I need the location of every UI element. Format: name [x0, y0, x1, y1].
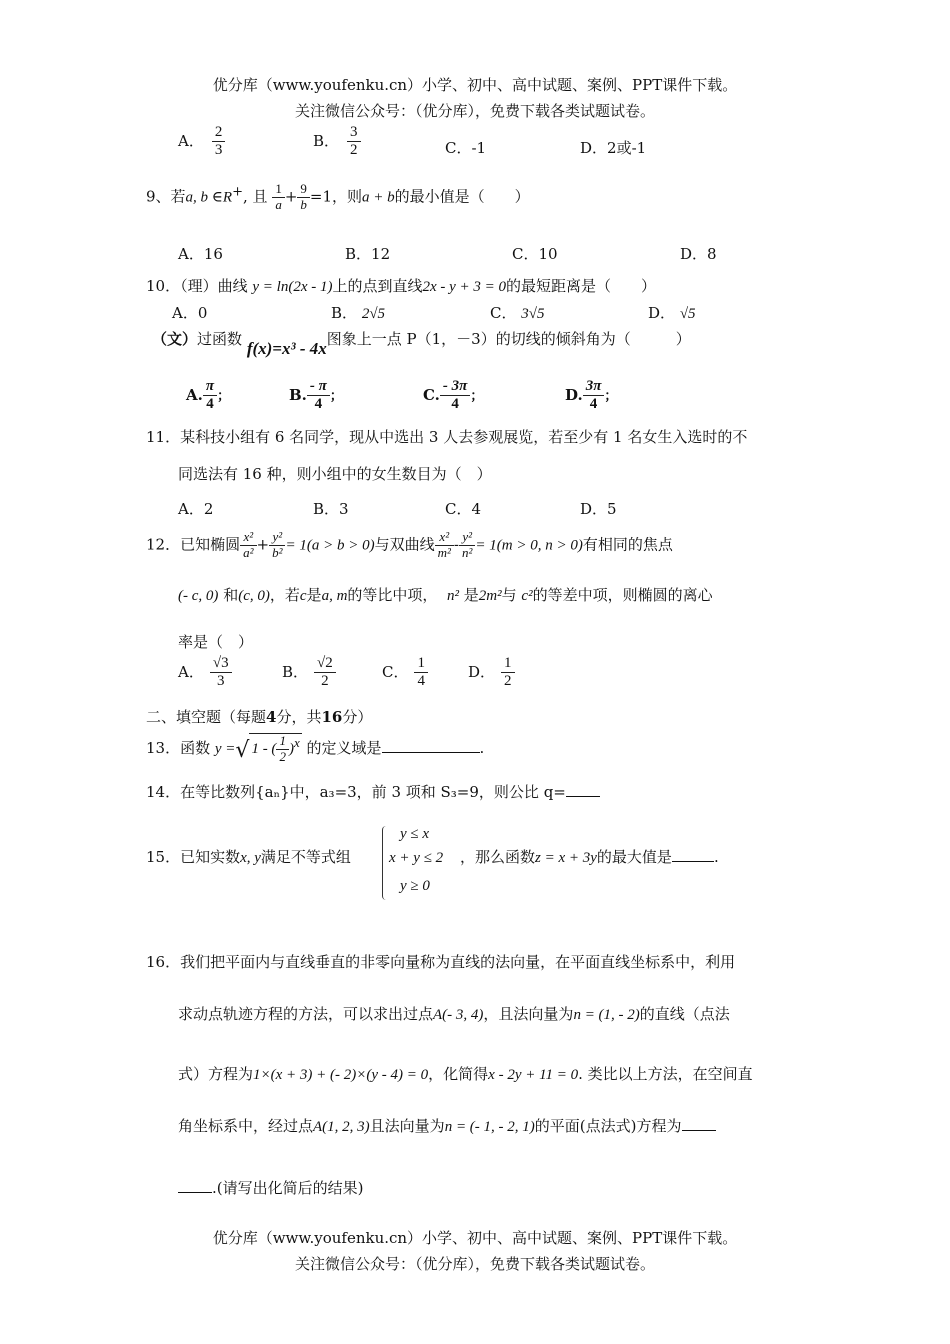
q9-stem: 9、若a, b ∈R+, 且 $\frac{1}{a}$ + $\frac{9}{b}$ =1，则a + b的最小值是（ ）	[146, 181, 530, 212]
q12-option-b: B． $\frac{√2}{2}$	[282, 655, 336, 691]
q8-option-d: D．2或-1	[580, 139, 647, 157]
q8-option-a: A． $\frac{2}{3}$	[178, 124, 225, 160]
q16-line1: 16．我们把平面内与直线垂直的非零向量称为直线的法向量，在平面直线坐标系中，利用	[146, 953, 736, 971]
q15-constraint-2: x + y ≤ 2	[389, 850, 444, 866]
q12-line1: 12．已知椭圆 $\frac{\text{x²}}{\text{a²}}$ + $\frac{\text{y²}}{\text{b²}}$ = 1(a > b > 0)与双曲线 $\frac{\text{x²}}{\text{m²}}$ - $\frac{\text{y²}}{\text{n²}}$ = 1(m > 0, n > 0)有相同的焦点	[146, 529, 673, 560]
q11-option-d: D．5	[580, 500, 617, 518]
q14: 14．在等比数列{aₙ}中，a₃=3，前 3 项和 S₃=9，则公比 q=	[146, 781, 600, 802]
q10-wen-option-a: A. $\frac{\pi}{4}$ ；	[186, 378, 231, 413]
q11-option-a: A．2	[178, 500, 214, 518]
q10-stem: 10．（理）曲线 y = ln(2x - 1)上的点到直线2x - y + 3 = 0的最短距离是（ ）	[146, 277, 657, 295]
footer-line1: 优分库（www.youfenku.cn）小学、初中、高中试题、案例、PPT课件下载。	[212, 1229, 738, 1247]
header-line1: 优分库（www.youfenku.cn）小学、初中、高中试题、案例、PPT课件下载。	[212, 76, 738, 94]
q10-option-a: A．0	[172, 304, 208, 322]
q10-wen-stem: （文）过函数 f(x)=x³ - 4x图象上一点 P（1，－3）的切线的倾斜角为（ ）	[152, 330, 691, 358]
q15-brace	[382, 826, 389, 900]
q16-line3: 式）方程为1×(x + 3) + (- 2)×(y - 4) = 0，化简得x - 2y + 11 = 0. 类比以上方法，在空间直	[178, 1065, 753, 1083]
q9-option-a: A．16	[178, 245, 223, 263]
q11-line2: 同选法有 16 种，则小组中的女生数目为（ ）	[178, 465, 492, 483]
section2-title: 二、填空题（每题4分，共16分）	[146, 708, 373, 726]
q12-line3: 率是（ ）	[178, 633, 254, 651]
header-line2: 关注微信公众号：（优分库），免费下载各类试题试卷。	[294, 102, 655, 120]
q10-option-d: D． √5	[648, 304, 696, 322]
q16-line2: 求动点轨迹方程的方法，可以求出过点A(- 3, 4)，且法向量为n = (1, - 2)的直线（点法	[178, 1005, 730, 1023]
q15-end: ，那么函数z = x + 3y的最大值是 .	[460, 848, 719, 866]
q9-option-d: D．8	[680, 245, 717, 263]
q12-option-a: A． $\frac{√3}{3}$	[178, 655, 232, 691]
q10-option-b: B． 2√5	[331, 304, 386, 322]
q11-option-c: C．4	[445, 500, 482, 518]
q10-wen-option-c: C. $\frac{- 3\pi}{4}$ ；	[423, 378, 484, 413]
q15-constraint-1: y ≤ x	[400, 826, 430, 842]
q15-constraint-3: y ≥ 0	[400, 878, 430, 894]
q12-option-c: C． $\frac{1}{4}$	[382, 655, 428, 691]
q11-line1: 11．某科技小组有 6 名同学，现从中选出 3 人去参观展览，若至少有 1 名女生入选时的不	[146, 428, 748, 446]
q8-option-c: C．-1	[445, 139, 487, 157]
footer-line2: 关注微信公众号：（优分库），免费下载各类试题试卷。	[294, 1255, 655, 1273]
q11-option-b: B．3	[313, 500, 349, 518]
q9-option-b: B．12	[345, 245, 391, 263]
q10-wen-option-b: B. $\frac{- \pi}{4}$ ；	[289, 378, 343, 413]
q16-line5: .(请写出化简后的结果)	[178, 1177, 363, 1198]
q12-option-d: D． $\frac{1}{2}$	[468, 655, 515, 691]
q16-line4: 角坐标系中，经过点A(1, 2, 3)且法向量为n = (- 1, - 2, 1)的平面(点法式)方程为	[178, 1115, 716, 1136]
q15-stem: 15．已知实数x, y满足不等式组	[146, 848, 351, 866]
q12-line2: (- c, 0) 和(c, 0)，若c是a, m的等比中项， n² 是2m²与 c²的等差中项，则椭圆的离心	[178, 586, 713, 604]
q9-option-c: C．10	[512, 245, 558, 263]
q10-wen-option-d: D. $\frac{3\pi}{4}$ ；	[565, 378, 618, 413]
q13: 13．函数 y =√ 1 - ( $\frac{1}{2}$ )$^x$ 的定义域是 .	[146, 733, 485, 764]
q8-option-b: B． $\frac{3}{2}$	[313, 124, 361, 160]
q10-option-c: C． 3√5	[490, 304, 545, 322]
